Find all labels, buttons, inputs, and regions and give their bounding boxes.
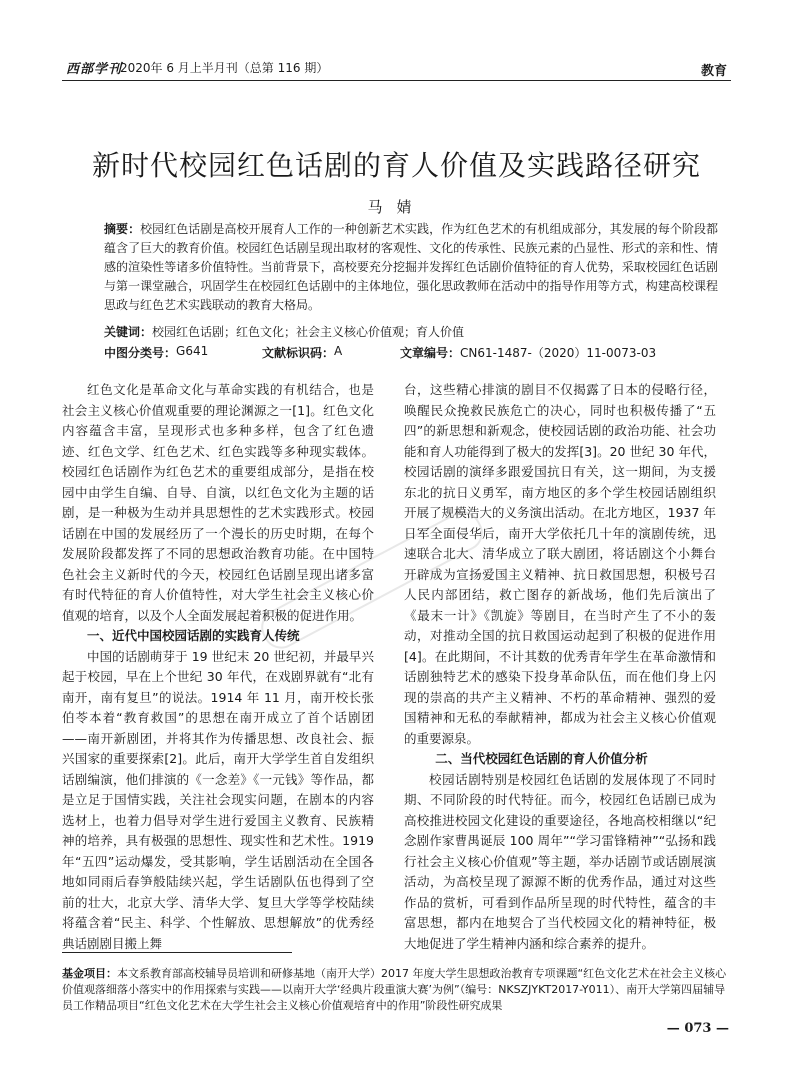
- journal-name: 西部学刊: [66, 62, 123, 77]
- doc-code: 文献标识码： A: [262, 344, 343, 360]
- paragraph: 校园话剧特别是校园红色话剧的发展体现了不同时期、不同阶段的时代特征。而今，校园红色话剧已成为高校推进校园文化建设的重要途径，各地高校相继以“纪念剧作家曹禺诞辰 100 周年”“学习雷锋精神”“弘扬和践行社会主义核心价值观”等主题，举办话剧节或话剧展演活动，为高校呈现了源源不断的优秀作品，通过对这些作品的赏析，可看到作品所呈现的时代特性，蕴含的丰富思想，都内在地契合了当代校园文化的精神特征，极大地促进了学生精神内涵和综合素养的提升。: [404, 771, 716, 951]
- page-number: — 073 —: [666, 1021, 729, 1036]
- footnote-text: 本文系教育部高校辅导员培训和研修基地（南开大学）2017 年度大学生思想政治教育专项课题“红色文化艺术在社会主义核心价值观落细落小落实中的作用探索与实践——以南开大学‘经典片段重演大赛’为例”（编号：NKSZJYKT2017-Y011）、南开大学第四届辅导员工作精品项目“红色文化艺术在大学生社会主义核心价值观培育中的作用”阶段性研究成果: [62, 967, 727, 1012]
- issue-info: 2020年 6 月上半月刊（总第 116 期）: [120, 61, 329, 75]
- footnote-label: 基金项目：: [62, 967, 117, 980]
- running-header: [62, 56, 731, 78]
- keywords-text: 校园红色话剧；红色文化；社会主义核心价值观；育人价值: [152, 325, 465, 339]
- keywords: [104, 323, 718, 342]
- section-heading: 二、当代校园红色话剧的育人价值分析: [435, 751, 648, 766]
- abstract-label: 摘要：: [104, 222, 141, 236]
- footnote: [62, 966, 734, 1014]
- column-left: [62, 380, 374, 954]
- article-title: 新时代校园红色话剧的育人价值及实践路径研究: [91, 149, 701, 182]
- class-no: 中图分类号： G641: [104, 344, 209, 360]
- article-no: 文章编号： CN61-1487-（2020）11-0073-03: [400, 346, 657, 360]
- column-right: [404, 380, 716, 954]
- classification-row: [104, 344, 718, 363]
- author: 马婧: [367, 198, 426, 216]
- abstract: [104, 220, 718, 315]
- footnote-rule: [62, 952, 292, 953]
- paragraph: 台，这些精心排演的剧目不仅揭露了日本的侵略行径，唤醒民众挽救民族危亡的决心，同时也积极传播了“五四”的新思想和新观念，使校园话剧的政治功能、社会功能和育人功能得到了极大的发挥[3]。20 世纪 30 年代，校园话剧的演绎多跟爱国抗日有关，这一期间，为支援东北的抗日义勇军，南方地区的多个学生校园话剧组织开展了规模浩大的义务演出活动。在北方地区，1937 年日军全面侵华后，南开大学依托几十年的演剧传统，迅速联合北大、清华成立了联大剧团，将话剧这个小舞台开辟成为宣扬爱国主义精神、抗日救国思想，积极号召人民内部团结，救亡图存的新战场，他们先后演出了《最末一计》《凯旋》等剧目，在当时产生了不小的轰动，对推动全国的抗日救国运动起到了积极的促进作用[4]。在此期间，不计其数的优秀青年学生在革命激情和话剧独特艺术的感染下投身革命队伍，而在他们身上闪现的崇高的共产主义精神、不朽的革命精神、强烈的爱国精神和无私的奉献精神，都成为社会主义核心价值观的重要源泉。: [404, 382, 716, 746]
- abstract-text: 校园红色话剧是高校开展育人工作的一种创新艺术实践，作为红色艺术的有机组成部分，其发展的每个阶段都蕴含了巨大的教育价值。校园红色话剧呈现出取材的客观性、文化的传承性、民族元素的凸显性、形式的亲和性、情感的渲染性等诸多价值特性。当前背景下，高校要充分挖掘并发挥红色话剧价值特征的育人优势，采取校园红色话剧与第一课堂融合，巩固学生在校园红色话剧中的主体地位，强化思政教师在活动中的指导作用等方式，构建高校课程思政与红色艺术实践联动的教育大格局。: [104, 222, 718, 312]
- section-label: 教育: [700, 64, 727, 79]
- section-heading: 一、近代中国校园话剧的实践育人传统: [87, 628, 300, 643]
- header-rule: [62, 80, 731, 81]
- keywords-label: 关键词：: [104, 325, 153, 339]
- paragraph: 红色文化是革命文化与革命实践的有机结合，也是社会主义核心价值观重要的理论渊源之一[1]。红色文化内容蕴含丰富，呈现形式也多种多样，包含了红色遗迹、红色文学、红色艺术、红色实践等多种现实载体。校园红色话剧作为红色艺术的重要组成部分，是指在校园中由学生自编、自导、自演，以红色文化为主题的话剧，是一种极为生动并具思想性的艺术实践形式。校园话剧在中国的发展经历了一个漫长的历史时期，在每个发展阶段都发挥了不同的思想政治教育功能。在中国特色社会主义新时代的今天，校园红色话剧呈现出诸多富有时代特征的育人价值特性，对大学生社会主义核心价值观的培育，以及个人全面发展起着积极的促进作用。: [62, 382, 374, 623]
- paragraph: 中国的话剧萌芽于 19 世纪末 20 世纪初，并最早兴起于校园，早在上个世纪 30 年代，在戏剧界就有“北有南开，南有复旦”的说法。1914 年 11 月，南开校长张伯苓本着“教育救国”的思想在南开成立了首个话剧团——南开新剧团，并将其作为传播思想、改良社会、振兴国家的重要探索[2]。此后，南开大学学生首自发组织话剧编演，他们排演的《一念差》《一元钱》等作品，都是立足于国情实践，关注社会现实问题，在剧本的内容选材上，也着力倡导对学生进行爱国主义教育、民族精神的培养，具有极强的思想性、现实性和艺术性。1919 年“五四”运动爆发，受其影响，学生话剧活动在全国各地如同雨后春笋般陆续兴起，学生话剧队伍也得到了空前的壮大，北京大学、清华大学、复旦大学等学校陆续将蕴含着“民主、科学、个性解放、思想解放”的优秀经典话剧剧目搬上舞: [62, 648, 374, 951]
